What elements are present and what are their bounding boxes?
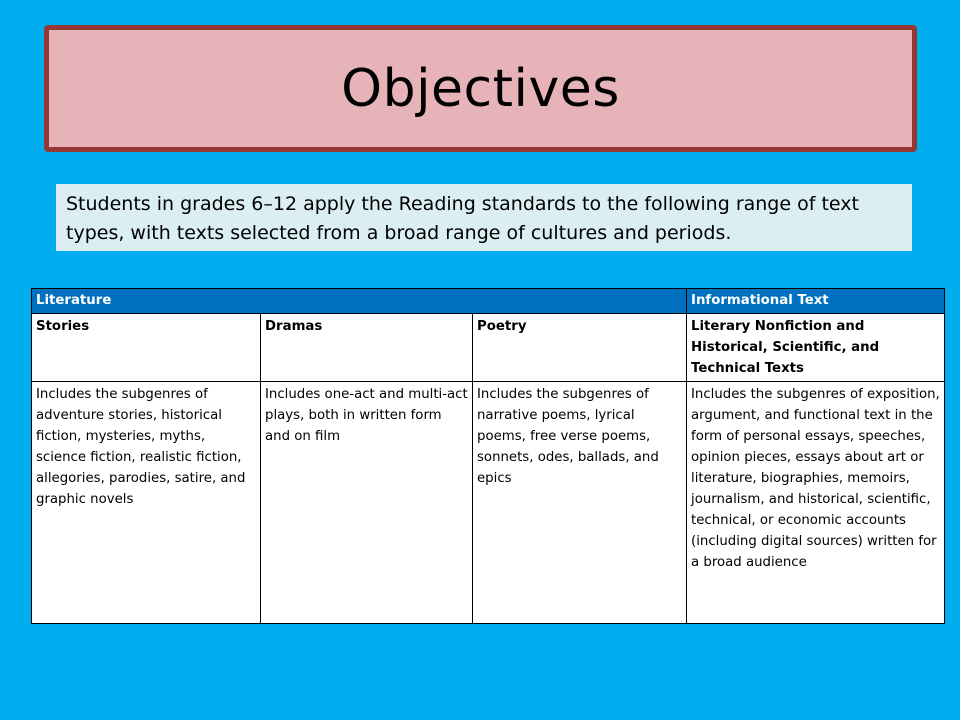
column-header-nonfiction: Literary Nonfiction and Historical, Scientific, and Technical Texts (687, 314, 945, 382)
slide-title: Objectives (341, 58, 620, 119)
group-informational-text: Informational Text (687, 289, 945, 314)
column-header-stories: Stories (32, 314, 261, 382)
cell-stories: Includes the subgenres of adventure stories, historical fiction, mysteries, myths, science fiction, realistic fiction, allegories, parodies, satire, and graphic novels (32, 382, 261, 624)
table-group-row (32, 289, 945, 314)
table-header-row (32, 314, 945, 382)
cell-dramas: Includes one-act and multi-act plays, both in written form and on film (261, 382, 473, 624)
table-row (32, 382, 945, 624)
column-header-dramas: Dramas (261, 314, 473, 382)
cell-nonfiction: Includes the subgenres of exposition, argument, and functional text in the form of personal essays, speeches, opinion pieces, essays about art or literature, biographies, memoirs, journalism, and historical, scientific, technical, or economic accounts (including digital sources) written for a broad audience (687, 382, 945, 624)
cell-poetry: Includes the subgenres of narrative poems, lyrical poems, free verse poems, sonnets, odes, ballads, and epics (473, 382, 687, 624)
group-literature: Literature (32, 289, 687, 314)
text-types-table (31, 288, 945, 624)
column-header-poetry: Poetry (473, 314, 687, 382)
title-box (44, 25, 917, 152)
intro-text: Students in grades 6–12 apply the Reading standards to the following range of text types, with texts selected from a broad range of cultures and periods. (56, 184, 912, 251)
